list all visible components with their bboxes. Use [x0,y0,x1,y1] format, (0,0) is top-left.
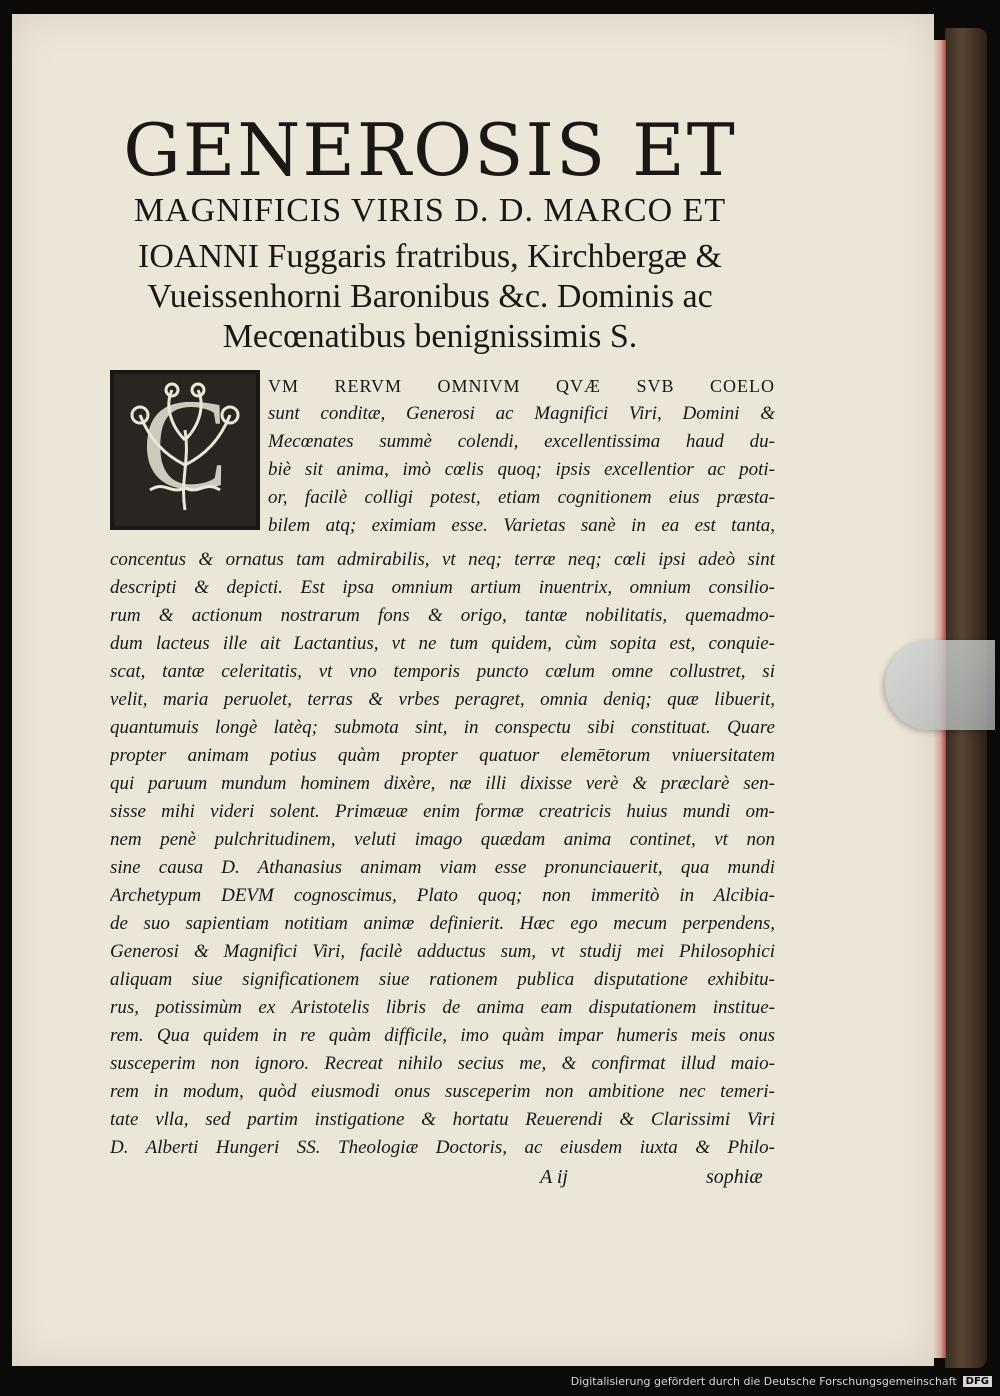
body-line-28: D. Alberti Hungeri SS. Theologiæ Doctoris, ac eiusdem iuxta & Philo- [110,1137,775,1158]
body-line-5: or, facilè colligi potest, etiam cognitionem eius præsta- [268,487,775,508]
body-line-6: bilem atq; eximiam esse. Varietas sanè in ea est tanta, [268,515,775,536]
body-line-19: Archetypum DEVM cognoscimus, Plato quoq; non immeritò in Alcibia- [110,885,775,906]
body-line-2: sunt conditæ, Generosi ac Magnifici Viri, Domini & [268,403,775,424]
body-line-21: Generosi & Magnifici Viri, facilè adductus sum, vt studij mei Philosophici [110,941,775,962]
body-line-7: concentus & ornatus tam admirabilis, vt neq; terræ neq; cœli ipsi adeò sint [110,549,775,570]
credit-text: Digitalisierung gefördert durch die Deutsche Forschungsgemeinschaft [570,1374,957,1388]
body-line-22: aliquam siue significationem siue rationem publica disputatione exhibitu- [110,969,775,990]
body-line-15: qui paruum mundum hominem dixère, næ illi dixisse verè & præclarè sen- [110,773,775,794]
body-line-27: tate vlla, sed partim instigatione & hortatu Reuerendi & Clarissimi Viri [110,1109,775,1130]
body-line-4: biè sit anima, imò cœlis quoq; ipsis excellentior ac poti- [268,459,775,480]
body-line-23: rus, potissimùm ex Aristotelis libris de anima eam disputationem institue- [110,997,775,1018]
body-line-11: scat, tantæ celeritatis, vt vno temporis puncto cœlum omne collustret, si [110,661,775,682]
body-line-17: nem penè pulchritudinem, veluti imago quædam anima continet, vt non [110,829,775,850]
page-clip [885,640,995,730]
body-line-14: propter animam potius quàm propter quatuor elemētorum vniuersitatem [110,745,775,766]
body-line-9: rum & actionum nostrarum fons & origo, tantæ nobilitatis, quemadmo- [110,605,775,626]
body-line-26: rem in modum, quòd eiusmodi onus susceperim non ambitione nec temeri- [110,1081,775,1102]
funding-credit [571,1372,992,1390]
body-line-10: dum lacteus ille ait Lactantius, vt ne tum quidem, cùm sopita est, conquie- [110,633,775,654]
body-line-18: sine causa D. Athanasius animam viam esse pronunciauerit, qua mundi [110,857,775,878]
decorated-initial [110,370,260,530]
body-line-12: velit, maria peruolet, terras & vrbes peragret, omnia deniq; quæ libuerit, [110,689,775,710]
body-line-3: Mecœnates summè colendi, excellentissima haud du- [268,431,775,452]
dfg-logo: DFG [963,1376,992,1387]
title-line-5: Mecœnatibus benignissimis S. [222,318,638,355]
title-line-3: IOANNI Fuggaris fratribus, Kirchbergæ & [138,238,722,275]
catchword: sophiæ [706,1166,763,1188]
body-line-13: quantumuis longè latèq; submota sint, in conspectu sibi constituat. Quare [110,717,775,738]
body-line-1: VM RERVM OMNIVM QVÆ SVB COELO [268,376,775,396]
body-line-20: de suo sapientiam notitiam animæ definierit. Hæc ego mecum perpendens, [110,913,775,934]
title-line-1: GENEROSIS ET [123,108,737,192]
signature-mark: A ij [540,1166,568,1188]
body-line-24: rem. Qua quidem in re quàm difficile, imo quàm impar humeris meis onus [110,1025,775,1046]
title-line-2: MAGNIFICIS VIRIS D. D. MARCO ET [133,192,727,229]
body-line-16: sisse mihi videri solent. Primæuæ enim formæ creatricis huius mundi om- [110,801,775,822]
body-line-25: susceperim non ignoro. Recreat nihilo secius me, & confirmat illud maio- [110,1053,775,1074]
floral-ornament-icon [110,370,260,530]
initial-letter: C [141,373,229,517]
body-line-8: descripti & depicti. Est ipsa omnium artium inuentrix, omnium consilio- [110,577,775,598]
title-line-4: Vueissenhorni Baronibus &c. Dominis ac [147,278,713,315]
